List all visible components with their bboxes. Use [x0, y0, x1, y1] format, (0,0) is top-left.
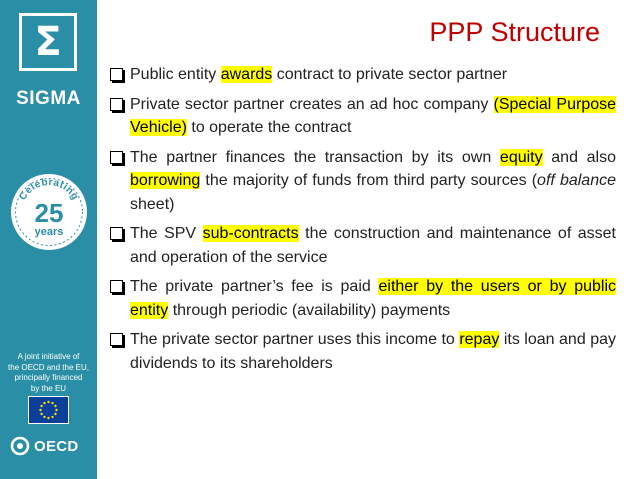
badge-top-text: Celebrating	[17, 176, 81, 203]
bullet-item: Private sector partner creates an ad hoc company (Special Purpose Vehicle) to operate the contract	[108, 93, 616, 140]
joint-initiative-text: A joint initiative of the OECD and the EU, principally financed by the EU	[8, 352, 89, 393]
italic-text: off balance	[537, 172, 616, 189]
badge-number: 25	[34, 198, 64, 228]
eu-star-icon	[47, 401, 49, 403]
eu-star-icon	[43, 402, 45, 404]
checkbox-bullet-icon	[110, 333, 123, 346]
eu-flag-icon	[28, 396, 69, 424]
eu-star-icon	[39, 409, 41, 411]
badge-unit: years	[34, 226, 64, 238]
sidebar	[0, 0, 97, 479]
bullet-list	[108, 63, 616, 381]
bullet-item: The private partner’s fee is paid either by the users or by public entity through periodic (availability) payments	[108, 275, 616, 322]
highlight: either by the users or by public entity	[130, 278, 616, 319]
oecd-label: OECD	[34, 437, 79, 455]
oecd-logo	[10, 435, 79, 457]
highlight: repay	[459, 331, 500, 348]
eu-star-icon	[47, 417, 49, 419]
oecd-emblem-icon	[10, 436, 30, 456]
checkbox-bullet-icon	[110, 151, 123, 164]
eu-star-icon	[54, 405, 56, 407]
checkbox-bullet-icon	[110, 98, 123, 111]
eu-star-icon	[43, 416, 45, 418]
checkbox-bullet-icon	[110, 68, 123, 81]
celebrating-25-years-badge	[9, 172, 89, 252]
bullet-item: The partner finances the transaction by its own equity and also borrowing the majority of funds from third party sources (off balance sheet)	[108, 146, 616, 217]
highlight: borrowing	[130, 172, 201, 189]
slide-title: PPP Structure	[429, 17, 600, 47]
bullet-item: Public entity awards contract to private sector partner	[108, 63, 616, 87]
bullet-item: The SPV sub-contracts the construction and maintenance of asset and operation of the service	[108, 222, 616, 269]
sigma-logo	[19, 13, 77, 71]
eu-star-icon	[40, 413, 42, 415]
checkbox-bullet-icon	[110, 227, 123, 240]
highlight: sub-contracts	[202, 225, 299, 242]
highlight: equity	[499, 148, 543, 166]
highlight: (Special Purpose Vehicle)	[130, 95, 617, 136]
eu-star-icon	[51, 402, 53, 404]
eu-star-icon	[51, 416, 53, 418]
brand-name: SIGMA	[16, 88, 81, 109]
eu-star-icon	[40, 405, 42, 407]
highlight: awards	[220, 66, 273, 83]
eu-star-icon	[54, 413, 56, 415]
eu-star-icon	[55, 409, 57, 411]
bullet-item: The private sector partner uses this income to repay its loan and pay dividends to its shareholders	[108, 328, 616, 375]
checkbox-bullet-icon	[110, 280, 123, 293]
sigma-icon: Σ	[34, 19, 62, 65]
